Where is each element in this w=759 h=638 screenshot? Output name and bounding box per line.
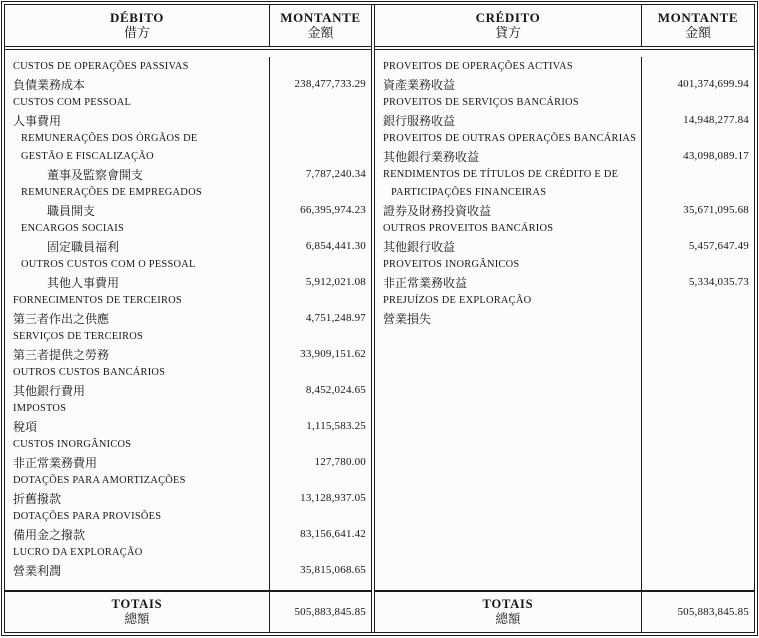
line-item-amount: 5,457,647.49	[688, 240, 749, 252]
line-item-label-cell	[5, 525, 270, 543]
credit-totals-row	[375, 590, 754, 632]
line-item-label: 非正常業務收益	[383, 275, 468, 290]
line-item-label: PROVEITOS INORGÂNICOS	[383, 258, 520, 270]
line-item	[375, 93, 754, 111]
line-item-label-cell	[5, 345, 270, 363]
line-item-label-cell	[375, 165, 642, 183]
line-item-label-cell	[375, 75, 642, 93]
line-item-label-cell	[375, 129, 642, 147]
line-item-amount: 83,156,641.42	[300, 528, 366, 540]
line-item-label-cell	[5, 471, 270, 489]
line-item	[5, 435, 371, 453]
line-item	[375, 201, 754, 219]
line-item-label: CUSTOS DE OPERAÇÕES PASSIVAS	[13, 60, 189, 72]
credit-amount-title: MONTANTE	[657, 10, 739, 25]
line-item	[5, 507, 371, 525]
line-item-label-cell	[5, 237, 270, 255]
line-item	[5, 165, 371, 183]
line-item-label-cell	[5, 417, 270, 435]
credit-line-items	[375, 50, 754, 590]
line-item-label-cell	[5, 327, 270, 345]
line-item	[5, 345, 371, 363]
line-item-label-cell	[5, 147, 270, 165]
line-item-label-cell	[5, 129, 270, 147]
line-item	[5, 75, 371, 93]
line-item	[375, 219, 754, 237]
line-item-label: 營業損失	[383, 311, 432, 326]
line-item	[375, 129, 754, 147]
line-item-label-cell	[375, 111, 642, 129]
line-item-label: OUTROS CUSTOS BANCÁRIOS	[13, 366, 166, 378]
line-item	[375, 75, 754, 93]
line-item-label: DOTAÇÕES PARA PROVISÕES	[13, 510, 162, 522]
line-item-label-cell	[5, 111, 270, 129]
credit-header-row	[375, 5, 754, 50]
line-item-label-cell	[5, 273, 270, 291]
line-item	[5, 201, 371, 219]
debit-amount-title-zh: 金額	[307, 25, 334, 40]
line-item-label: OUTROS PROVEITOS BANCÁRIOS	[383, 222, 554, 234]
line-item	[5, 93, 371, 111]
debit-header-cell	[5, 5, 270, 46]
line-item-label: 稅項	[13, 419, 38, 434]
line-item-label-cell	[5, 183, 270, 201]
line-item	[375, 147, 754, 165]
line-item-label: CUSTOS INORGÂNICOS	[13, 438, 132, 450]
line-item-label: 銀行服務收益	[383, 113, 456, 128]
line-item	[5, 417, 371, 435]
line-item-label: PROVEITOS DE OPERAÇÕES ACTIVAS	[383, 60, 573, 72]
credit-title: CRÉDITO	[475, 10, 541, 25]
debit-total-amount: 505,883,845.85	[294, 606, 366, 618]
line-item	[375, 165, 754, 183]
line-item-amount: 35,671,095.68	[683, 204, 749, 216]
line-item-label-cell	[5, 165, 270, 183]
line-item-label: 非正常業務費用	[13, 455, 98, 470]
line-item-label-cell	[5, 561, 270, 579]
line-item-label-cell	[375, 57, 642, 75]
line-item-label-cell	[375, 219, 642, 237]
credit-totals-label-cell	[375, 592, 642, 632]
line-item-label: PROVEITOS DE SERVIÇOS BANCÁRIOS	[383, 96, 579, 108]
line-item	[5, 381, 371, 399]
line-item	[5, 363, 371, 381]
debit-totals-label: TOTAIS	[111, 597, 163, 611]
line-item-label: RENDIMENTOS DE TÍTULOS DE CRÉDITO E DE	[383, 168, 619, 180]
line-item-label-cell	[5, 309, 270, 327]
line-item	[375, 309, 754, 327]
line-item-amount: 7,787,240.34	[305, 168, 366, 180]
line-item	[375, 111, 754, 129]
line-item	[5, 327, 371, 345]
line-item-label: ENCARGOS SOCIAIS	[21, 222, 125, 234]
debit-line-items	[5, 50, 371, 590]
line-item-label: 其他人事費用	[47, 275, 120, 290]
credit-title-zh: 貸方	[494, 25, 521, 40]
line-item-label: CUSTOS COM PESSOAL	[13, 96, 132, 108]
filler-desc	[5, 579, 270, 590]
line-item-amount: 33,909,151.62	[300, 348, 366, 360]
debit-title-zh: 借方	[123, 25, 150, 40]
line-item	[375, 291, 754, 309]
line-item	[5, 147, 371, 165]
column-divider-filler	[375, 327, 754, 590]
line-item-amount: 238,477,733.29	[294, 78, 366, 90]
line-item-label: 第三者作出之供應	[13, 311, 110, 326]
line-item-label-cell	[375, 183, 642, 201]
credit-totals-label-zh: 總額	[495, 612, 521, 626]
line-item-label-cell	[375, 255, 642, 273]
line-item-amount: 5,912,021.08	[305, 276, 366, 288]
credit-amount-header-cell	[642, 5, 754, 46]
debit-amount-header-cell	[270, 5, 371, 46]
credit-total-amount: 505,883,845.85	[677, 606, 749, 618]
line-item-label-cell	[375, 273, 642, 291]
line-item-label-cell	[375, 291, 642, 309]
line-item	[5, 237, 371, 255]
debit-amount-title: MONTANTE	[280, 10, 361, 25]
line-item-amount: 8,452,024.65	[305, 384, 366, 396]
line-item-label-cell	[5, 453, 270, 471]
line-item-label: 其他銀行收益	[383, 239, 456, 254]
line-item	[5, 255, 371, 273]
line-item	[5, 543, 371, 561]
line-item-label-cell	[375, 309, 642, 327]
line-item	[5, 273, 371, 291]
line-item-label-cell	[5, 255, 270, 273]
line-item-label: 固定職員福利	[47, 239, 120, 254]
line-item-label: OUTROS CUSTOS COM O PESSOAL	[21, 258, 196, 270]
line-item-label: 第三者提供之勞務	[13, 347, 110, 362]
line-item-label: REMUNERAÇÕES DOS ÓRGÃOS DE	[21, 132, 198, 144]
line-item	[5, 111, 371, 129]
line-item	[5, 129, 371, 147]
credit-table	[375, 5, 754, 632]
line-item	[5, 309, 371, 327]
line-item-amount: 401,374,699.94	[677, 78, 749, 90]
line-item-label: 其他銀行業務收益	[383, 149, 480, 164]
credit-totals-label: TOTAIS	[482, 597, 534, 611]
line-item-label: IMPOSTOS	[13, 402, 67, 414]
line-item	[5, 561, 371, 579]
credit-header-cell	[375, 5, 642, 46]
line-item-label: GESTÃO E FISCALIZAÇÃO	[21, 150, 154, 162]
line-item-label: PREJUÍZOS DE EXPLORAÇÃO	[383, 294, 532, 306]
line-item-label-cell	[5, 291, 270, 309]
line-item	[5, 525, 371, 543]
line-item-amount: 6,854,441.30	[305, 240, 366, 252]
line-item	[5, 471, 371, 489]
debit-title: DÉBITO	[110, 10, 164, 25]
line-item-label-cell	[5, 543, 270, 561]
line-item	[5, 291, 371, 309]
debit-totals-row	[5, 590, 371, 632]
column-divider-filler	[5, 579, 371, 590]
line-item-label-cell	[5, 363, 270, 381]
line-item-label-cell	[5, 435, 270, 453]
line-item	[375, 57, 754, 75]
line-item-amount: 127,780.00	[314, 456, 366, 468]
line-item-label-cell	[5, 75, 270, 93]
line-item-label-cell	[5, 219, 270, 237]
line-item	[375, 273, 754, 291]
line-item-label: 折舊撥款	[13, 491, 62, 506]
line-item-label: PARTICIPAÇÕES FINANCEIRAS	[391, 186, 547, 198]
line-item-label: LUCRO DA EXPLORAÇÃO	[13, 546, 143, 558]
line-item-amount: 13,128,937.05	[300, 492, 366, 504]
line-item-label: 負債業務成本	[13, 77, 86, 92]
line-item-label-cell	[5, 201, 270, 219]
line-item	[5, 219, 371, 237]
line-item-label: 董事及監察會開支	[47, 167, 144, 182]
line-item	[5, 489, 371, 507]
debit-totals-label-zh: 總額	[124, 612, 150, 626]
line-item-label: 資產業務收益	[383, 77, 456, 92]
debit-table	[5, 5, 375, 632]
credit-amount-title-zh: 金額	[684, 25, 711, 40]
line-item-label: 其他銀行費用	[13, 383, 86, 398]
line-item-amount: 66,395,974.23	[300, 204, 366, 216]
line-item-label-cell	[375, 201, 642, 219]
line-item-label-cell	[375, 93, 642, 111]
line-item	[5, 57, 371, 75]
line-item-label: 證券及財務投資收益	[383, 203, 492, 218]
line-item-amount: 14,948,277.84	[683, 114, 749, 126]
line-item-label-cell	[5, 399, 270, 417]
line-item-label-cell	[5, 93, 270, 111]
line-item-label-cell	[5, 489, 270, 507]
line-item-label-cell	[375, 237, 642, 255]
filler-desc	[375, 327, 642, 590]
line-item-amount: 35,815,068.65	[300, 564, 366, 576]
line-item	[5, 399, 371, 417]
line-item	[5, 453, 371, 471]
line-item	[375, 183, 754, 201]
line-item	[5, 183, 371, 201]
line-item-label-cell	[375, 147, 642, 165]
line-item-label: REMUNERAÇÕES DE EMPREGADOS	[21, 186, 202, 198]
line-item-label: SERVIÇOS DE TERCEIROS	[13, 330, 144, 342]
line-item-label: 人事費用	[13, 113, 62, 128]
line-item	[375, 255, 754, 273]
line-item-label: 職員開支	[47, 203, 96, 218]
line-item	[375, 237, 754, 255]
line-item-amount: 43,098,089.17	[683, 150, 749, 162]
line-item-label: 備用金之撥款	[13, 527, 86, 542]
line-item-label-cell	[5, 381, 270, 399]
line-item-label: FORNECIMENTOS DE TERCEIROS	[13, 294, 182, 306]
line-item-label-cell	[5, 57, 270, 75]
debit-header-row	[5, 5, 371, 50]
line-item-amount: 4,751,248.97	[305, 312, 366, 324]
line-item-amount: 1,115,583.25	[306, 420, 366, 432]
line-item-label-cell	[5, 507, 270, 525]
debit-totals-label-cell	[5, 592, 270, 632]
line-item-label: DOTAÇÕES PARA AMORTIZAÇÕES	[13, 474, 186, 486]
line-item-label: PROVEITOS DE OUTRAS OPERAÇÕES BANCÁRIAS	[383, 132, 637, 144]
line-item-label: 營業利潤	[13, 563, 62, 578]
profit-loss-statement	[1, 1, 758, 636]
line-item-amount: 5,334,035.73	[688, 276, 749, 288]
